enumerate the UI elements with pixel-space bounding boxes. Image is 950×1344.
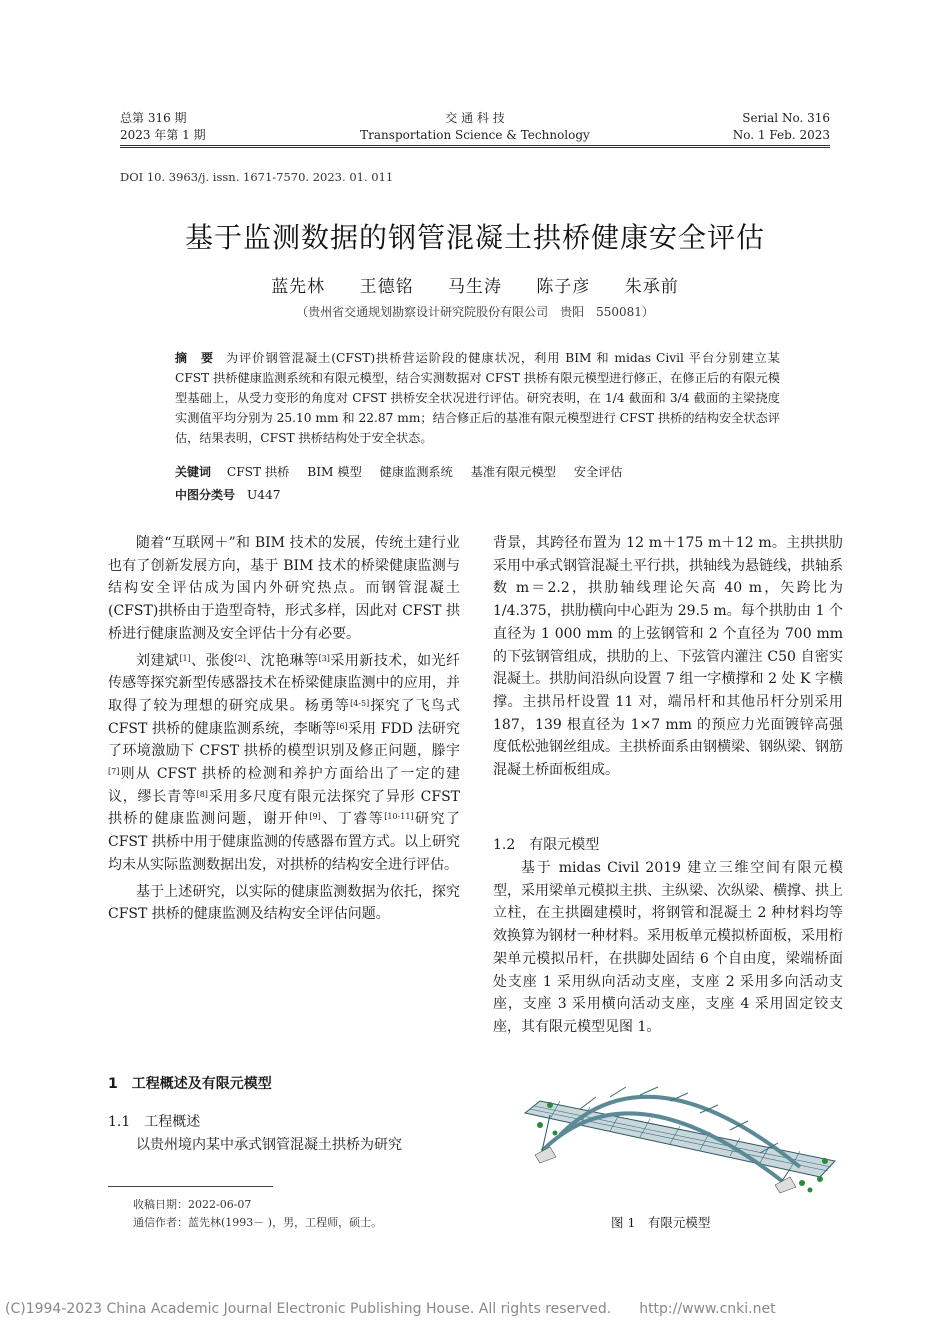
author-1: 蓝先林 <box>271 277 326 297</box>
section-1-2-heading: 1.2 有限元模型 <box>493 837 600 853</box>
issue-total: 总第 316 期 <box>120 111 187 125</box>
right-paragraph-1: 背景，其跨径布置为 12 m＋175 m＋12 m。主拱拱肋采用中承式钢管混凝土平行拱，拱轴线为悬链线，拱轴系数 m＝2.2，拱肋轴线理论矢高 40 m，矢跨比为 1/4.375，拱肋横向中心距为 29.5 m。每个拱肋由 1 个直径为 1 000 mm 的上弦钢管和 2 个直径为 700 mm 的下弦钢管组成，拱肋的上、下弦管内灌注 C50 自密实混凝土。拱肋间沿纵向设置 7 组一字横撑和 2 处 K 字横撑。主拱吊杆设置 11 对，端吊杆和其他吊杆分别采用 187，139 根直径为 1×7 mm 的预应力光面镀锌高强度低松弛钢丝组成。主拱桥面系由钢横梁、钢纵梁、钢筋混凝土桥面板组成。 <box>493 535 843 779</box>
ref-2[interactable]: [2] <box>234 653 246 663</box>
left-paragraph-2: 刘建斌[1]、张俊[2]、沈艳琳等[3]采用新技术，如光纤传感等探究新型传感器技术在桥梁健康监测中的应用，并取得了较为理想的研究成果。杨勇等[4-5]探究了飞鸟式 CFST 拱桥的健康监测系统，李晰等[6]采用 FDD 法研究了环境激励下 CFST 拱桥的模型识别及修正问题，滕宇[7]则从 CFST 拱桥的检测和养护方面给出了一定的建议，缪长青等[8]采用多尺度有限元法探究了异形 CFST 拱桥的健康监测问题，谢开仲[9]、丁睿等[10-11]研究了 CFST 拱桥中用于健康监测的传感器布置方式。以上研究均未从实际监测数据出发，对拱桥的结构安全进行评估。 <box>108 652 461 873</box>
author-4: 陈子彦 <box>536 277 591 297</box>
clc-label: 中图分类号 <box>175 488 236 502</box>
header-journal <box>315 110 635 144</box>
keyword-5: 安全评估 <box>573 465 623 479</box>
left-column <box>108 532 460 926</box>
right-paragraph-2: 基于 midas Civil 2019 建立三维空间有限元模型，采用梁单元模拟主拱、主纵梁、次纵梁、横撑、拱上立柱，在主拱圈建模时，将钢管和混凝土 2 种材料均等效换算为钢材一种材料。采用板单元模拟桥面板，采用桁架单元模拟吊杆，在拱脚处固结 6 个自由度，梁端桥面处支座 1 采用纵向活动支座，支座 2 采用多向活动支座，支座 3 采用横向活动支座，支座 4 采用固定铰支座，其有限元模型见图 1。 <box>493 860 843 1035</box>
left-paragraph-4: 以贵州境内某中承式钢管混凝土拱桥为研究 <box>136 1137 402 1153</box>
author-list <box>0 272 950 297</box>
section-1-1-heading: 1.1 工程概述 <box>108 1114 201 1130</box>
issue-year: 2023 年第 1 期 <box>120 128 206 142</box>
author-2: 王德铭 <box>359 277 414 297</box>
ref-7[interactable]: [7] <box>108 767 120 777</box>
issue-date: No. 1 Feb. 2023 <box>732 128 830 142</box>
ref-3[interactable]: [3] <box>318 653 330 663</box>
abstract <box>175 348 780 448</box>
doi[interactable]: DOI 10. 3963/j. issn. 1671-7570. 2023. 01. 011 <box>120 170 394 184</box>
keywords <box>175 462 780 482</box>
ref-10-11[interactable]: [10-11] <box>384 812 414 822</box>
journal-name-en: Transportation Science & Technology <box>360 128 590 142</box>
figure-1-caption: 图 1 有限元模型 <box>611 1215 711 1230</box>
header-rule <box>120 145 830 146</box>
ref-9[interactable]: [9] <box>309 812 321 822</box>
keyword-4: 基准有限元模型 <box>470 465 556 479</box>
left-paragraph-4-wrap <box>108 1134 460 1157</box>
author-5: 朱承前 <box>624 277 679 297</box>
abstract-text: 为评价钢管混凝土(CFST)拱桥营运阶段的健康状况，利用 BIM 和 midas Civil 平台分别建立某 CFST 拱桥健康监测系统和有限元模型，结合实测数据对 CFST 拱桥有限元模型进行修正，在修正后的有限元模型基础上，从受力变形的角度对 CFST 拱桥安全状况进行评估。研究表明，在 1/4 截面和 3/4 截面的主梁挠度实测值平均分别为 25.10 mm 和 22.87 mm；结合修正后的基准有限元模型进行 CFST 拱桥的结构安全状态评估，结果表明，CFST 拱桥结构处于安全状态。 <box>175 351 780 445</box>
received-date: 收稿日期：2022-06-07 <box>133 1198 252 1211</box>
serial-number: Serial No. 316 <box>742 111 830 125</box>
ref-1[interactable]: [1] <box>179 653 191 663</box>
ref-6[interactable]: [6] <box>336 721 348 731</box>
ref-8[interactable]: [8] <box>196 789 208 799</box>
header-left <box>120 110 206 144</box>
journal-name-cn: 交 通 科 技 <box>445 111 505 125</box>
section-1-heading: 1 工程概述及有限元模型 <box>108 1076 272 1092</box>
keyword-2: BIM 模型 <box>307 465 362 479</box>
paper-title: 基于监测数据的钢管混凝土拱桥健康安全评估 <box>184 221 765 254</box>
footnote-rule <box>108 1186 273 1187</box>
clc-value: U447 <box>247 488 281 502</box>
keyword-1: CFST 拱桥 <box>226 465 290 479</box>
header-rule-2 <box>120 147 830 148</box>
footnote <box>133 1196 382 1232</box>
copyright-footer: (C)1994-2023 China Academic Journal Electronic Publishing House. All rights reserved. http://www.cnki.net <box>5 1301 776 1317</box>
corresponding-author: 通信作者：蓝先林(1993－ )，男，工程师，硕士。 <box>133 1216 383 1229</box>
author-3: 马生涛 <box>448 277 502 297</box>
right-column <box>493 532 843 782</box>
keyword-3: 健康监测系统 <box>379 465 453 479</box>
keywords-label: 关键词 <box>175 465 212 479</box>
affiliation: （贵州省交通规划勘察设计研究院股份有限公司 贵阳 550081） <box>296 305 654 319</box>
clc <box>175 485 780 505</box>
right-paragraph-2-wrap <box>493 857 843 1039</box>
left-paragraph-1: 随着“互联网＋”和 BIM 技术的发展，传统土建行业也有了创新发展方向，基于 BIM 技术的桥梁健康监测与结构安全评估成为国内外研究热点。而钢管混凝土(CFST)拱桥由于造型奇特，形式多样，因此对 CFST 拱桥进行健康监测及安全评估十分有必要。 <box>108 535 460 642</box>
abstract-label: 摘 要 <box>175 351 214 365</box>
header-right <box>630 110 830 144</box>
ref-4-5[interactable]: [4-5] <box>350 698 370 708</box>
left-paragraph-3: 基于上述研究，以实际的健康监测数据为依托，探究 CFST 拱桥的健康监测及结构安全评估问题。 <box>108 883 460 923</box>
fe-model-figure <box>520 1085 840 1200</box>
